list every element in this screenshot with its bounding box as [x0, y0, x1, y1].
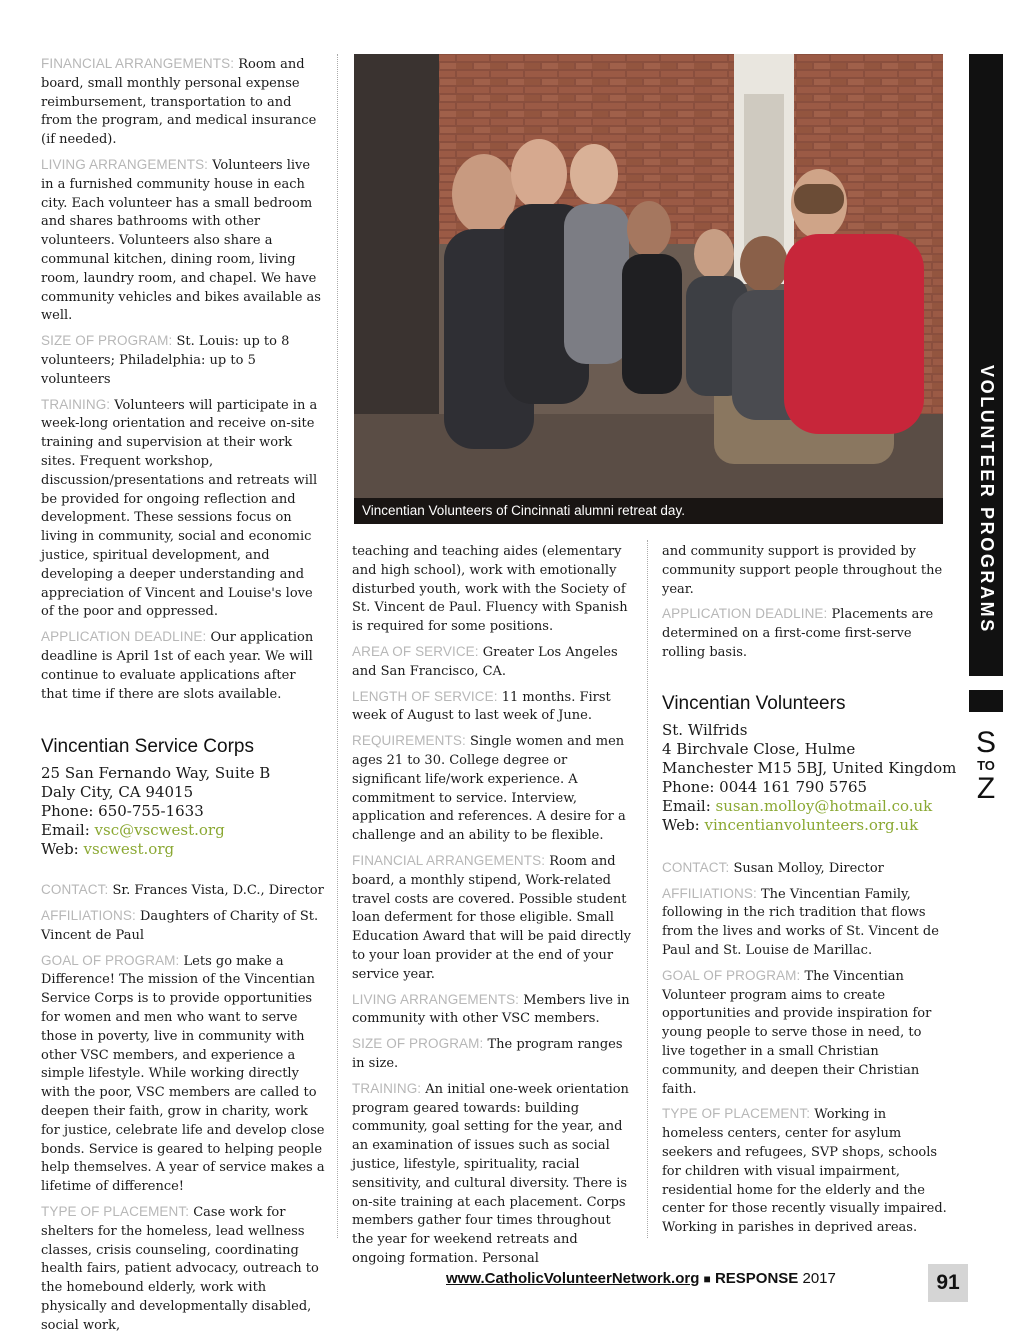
vsc-address-line1: 25 San Fernando Way, Suite B [41, 764, 271, 783]
mid-financial-text: Room and board, a monthly stipend, Work-related travel costs are covered. Possible student loan deferment for those eligible. Small Education Award that will be paid directly to your loan provider at the end of your service year. [352, 853, 631, 982]
mid-training-label: TRAINING: [352, 1080, 422, 1096]
mid-training-text: An initial one-week orientation program geared towards: building community, goal setting for the year, and an examination of issues such as social justice, lifestyle, spirituality, racial sensitivity, and cultural diversity. There is on-site training at each placement. Corps members gather four times throughout the year for weekend retreats and ongoing formation. Personal [352, 1081, 629, 1266]
living-paragraph [41, 156, 325, 326]
requirements-text: Single women and men ages 21 to 30. College degree or significant life/work experience. A commitment to service. Interview, application and references. A desire for a challenge and an ability to be flexible. [352, 734, 626, 844]
size-paragraph [41, 332, 325, 389]
vv-address-line2: 4 Birchvale Close, Hulme [662, 739, 856, 758]
vv-email-line [662, 797, 947, 816]
vv-phone-label: Phone: [662, 777, 715, 796]
footer [446, 1270, 836, 1287]
vv-contact-paragraph [662, 859, 947, 879]
vv-placement-paragraph [662, 1105, 947, 1238]
mid-living-text: Members live in community with other VSC members. [352, 992, 630, 1027]
vv-title: Vincentian Volunteers [662, 692, 846, 714]
vsc-goal-paragraph [41, 952, 325, 1197]
column-divider-right [647, 540, 648, 1238]
vv-placement-text: Working in homeless centers, center for asylum seekers and refugees, SVP shops, schools for children with visual impairment, residential home for the elderly and the center for those recently visually impaired. Working in parishes in deprived areas. [662, 1107, 947, 1236]
footer-year: 2017 [802, 1270, 836, 1287]
vsc-phone-label: Phone: [41, 802, 94, 821]
vsc-title: Vincentian Service Corps [41, 736, 254, 758]
vv-contact-label: CONTACT: [662, 859, 730, 875]
left-column [41, 55, 325, 1342]
vsc-affiliations-text: Daughters of Charity of St. Vincent de Paul [41, 909, 319, 943]
vv-affiliations-paragraph [662, 885, 947, 961]
living-label: LIVING ARRANGEMENTS: [41, 156, 209, 172]
section-title: VOLUNTEER PROGRAMS [977, 365, 997, 634]
vv-address-line3: Manchester M15 5BJ, United Kingdom [662, 758, 957, 777]
vsc-address-block [41, 764, 325, 859]
vsc-placement-text: Case work for shelters for the homeless, lead wellness classes, crisis counseling, coordinating health fairs, patient advocacy, outreach to the homebound elderly, work with physically and developmentally disabled, social work, [41, 1205, 319, 1333]
group-photo [354, 54, 943, 524]
area-text: Greater Los Angeles and San Francisco, CA. [352, 644, 618, 679]
footer-separator: ■ [703, 1272, 711, 1286]
vv-affiliations-label: AFFILIATIONS: [662, 885, 757, 901]
mid-living-label: LIVING ARRANGEMENTS: [352, 991, 520, 1007]
vsc-phone-line [41, 802, 325, 821]
financial-text: Room and board, small monthly personal expense reimbursement, transportation to and from the program, and medical insurance (if needed). [41, 57, 317, 148]
vsc-email-label: Email: [41, 821, 90, 840]
vsc-affiliations-label: AFFILIATIONS: [41, 908, 136, 924]
area-label: AREA OF SERVICE: [352, 643, 479, 659]
vsc-goal-text: Lets go make a Difference! The mission of the Vincentian Service Corps is to provide opportunities for women and men who want to serve those in poverty, live in community with other VSC members, and experience a simple lifestyle. While working directly with the poor, VSC members are called to deepen their faith, grow in charity, work for justice, celebrate life and develop close bonds. Service is geared to helping people help themselves. A year of service makes a lifetime of difference! [41, 953, 325, 1195]
range-mid: TO [977, 758, 995, 773]
mid-size-paragraph [352, 1035, 632, 1074]
deadline-text: Our application deadline is April 1st of each year. We will continue to evaluate applications after that time if there are slots available. [41, 630, 314, 702]
vsc-contact-text: Sr. Frances Vista, D.C., Director [112, 883, 324, 899]
mid-living-paragraph [352, 991, 632, 1030]
vsc-web-label: Web: [41, 840, 79, 859]
training-label: TRAINING: [41, 396, 111, 412]
financial-label: FINANCIAL ARRANGEMENTS: [41, 56, 235, 71]
mid-size-text: The program ranges in size. [352, 1037, 623, 1071]
vv-goal-text: The Vincentian Volunteer program aims to create opportunities and provide inspiration for young people to serve those in need, to live together in a small Christian community, and deepen their Christian faith. [662, 968, 932, 1097]
vsc-email-link[interactable]: vsc@vscwest.org [94, 821, 225, 840]
alphabet-range [969, 728, 1003, 804]
requirements-paragraph [352, 732, 632, 846]
area-paragraph [352, 643, 632, 682]
training-paragraph [41, 396, 325, 623]
vv-goal-label: GOAL OF PROGRAM: [662, 967, 801, 983]
living-text: Volunteers live in a furnished community house in each city. Each volunteer has a small bedroom and shares bathrooms with other volunteers. Volunteers also share a communal kitchen, dining room, living room, laundry room, and chapel. We have community vehicles and bikes available as well. [41, 157, 321, 324]
vsc-address-line2: Daly City, CA 94015 [41, 783, 194, 802]
page-number: 91 [928, 1264, 968, 1302]
training-text: Volunteers will participate in a week-long orientation and receive on-site training and supervision at their work sites. Frequent workshop, discussion/presentations and retreats will be provided for ongoing reflection and development. These sessions focus on living in community, social and economic justice, spiritual development, and developing a deeper understanding and appreciation of Vincent and Louise's love of the poor and oppressed. [41, 397, 318, 620]
length-label: LENGTH OF SERVICE: [352, 688, 498, 704]
vv-email-link[interactable]: susan.molloy@hotmail.co.uk [715, 796, 933, 815]
vv-affiliations-text: The Vincentian Family, following in the rich tradition that flows from the lives and works of St. Vincent de Paul and St. Louise de Marillac. [662, 886, 939, 958]
vv-web-label: Web: [662, 815, 700, 834]
right-deadline-paragraph [662, 605, 947, 662]
mid-financial-paragraph [352, 852, 632, 985]
vv-phone: 0044 161 790 5765 [719, 777, 868, 796]
vsc-email-line [41, 821, 325, 840]
right-intro-paragraph: and community support is provided by community support people throughout the year. [662, 544, 943, 597]
deadline-paragraph [41, 628, 325, 704]
footer-url-link[interactable]: www.CatholicVolunteerNetwork.org [446, 1270, 700, 1287]
vv-contact-text: Susan Molloy, Director [733, 860, 884, 876]
vsc-web-link[interactable]: vscwest.org [83, 840, 175, 859]
mid-training-paragraph [352, 1080, 632, 1269]
footer-publication: RESPONSE [714, 1270, 799, 1287]
right-deadline-text: Placements are determined on a first-come first-serve rolling basis. [662, 607, 934, 660]
group-photo-illustration [354, 54, 943, 524]
size-label: SIZE OF PROGRAM: [41, 333, 173, 349]
vv-goal-paragraph [662, 967, 947, 1100]
requirements-label: REQUIREMENTS: [352, 733, 466, 749]
vv-web-link[interactable]: vincentianvolunteers.org.uk [704, 815, 919, 834]
vv-placement-label: TYPE OF PLACEMENT: [662, 1106, 811, 1122]
length-paragraph [352, 688, 632, 727]
size-text: St. Louis: up to 8 volunteers; Philadelphia: up to 5 volunteers [41, 334, 290, 387]
mid-financial-label: FINANCIAL ARRANGEMENTS: [352, 852, 546, 868]
vv-web-line [662, 816, 947, 835]
vsc-web-line [41, 840, 325, 859]
middle-column [352, 543, 632, 1275]
length-text: 11 months. First week of August to last week of June. [352, 689, 611, 724]
vsc-phone: 650-755-1633 [98, 802, 204, 821]
right-column [662, 543, 957, 1244]
vsc-contact-label: CONTACT: [41, 882, 109, 898]
vv-address-block [662, 720, 957, 835]
vv-phone-line [662, 778, 947, 797]
vsc-placement-paragraph [41, 1203, 325, 1336]
vv-email-label: Email: [662, 796, 711, 815]
deadline-label: APPLICATION DEADLINE: [41, 629, 207, 645]
range-end: Z [976, 772, 996, 805]
mid-size-label: SIZE OF PROGRAM: [352, 1036, 484, 1052]
financial-paragraph [41, 55, 325, 150]
mid-intro-paragraph: teaching and teaching aides (elementary and high school), work with emotionally disturbed youth, work with the Society of St. Vincent de Paul. Fluency with Spanish is required for some positions. [352, 544, 628, 635]
vsc-placement-label: TYPE OF PLACEMENT: [41, 1204, 190, 1220]
range-start: S [975, 726, 996, 759]
vsc-affiliations-paragraph [41, 907, 325, 946]
right-deadline-label: APPLICATION DEADLINE: [662, 606, 828, 622]
vv-address-line1: St. Wilfrids [662, 720, 748, 739]
sidebar-accent-bar [969, 690, 1003, 712]
photo-caption: Vincentian Volunteers of Cincinnati alumni retreat day. [354, 498, 943, 524]
vsc-goal-label: GOAL OF PROGRAM: [41, 952, 180, 968]
vsc-contact-paragraph [41, 881, 325, 901]
column-divider-left [337, 54, 338, 1238]
